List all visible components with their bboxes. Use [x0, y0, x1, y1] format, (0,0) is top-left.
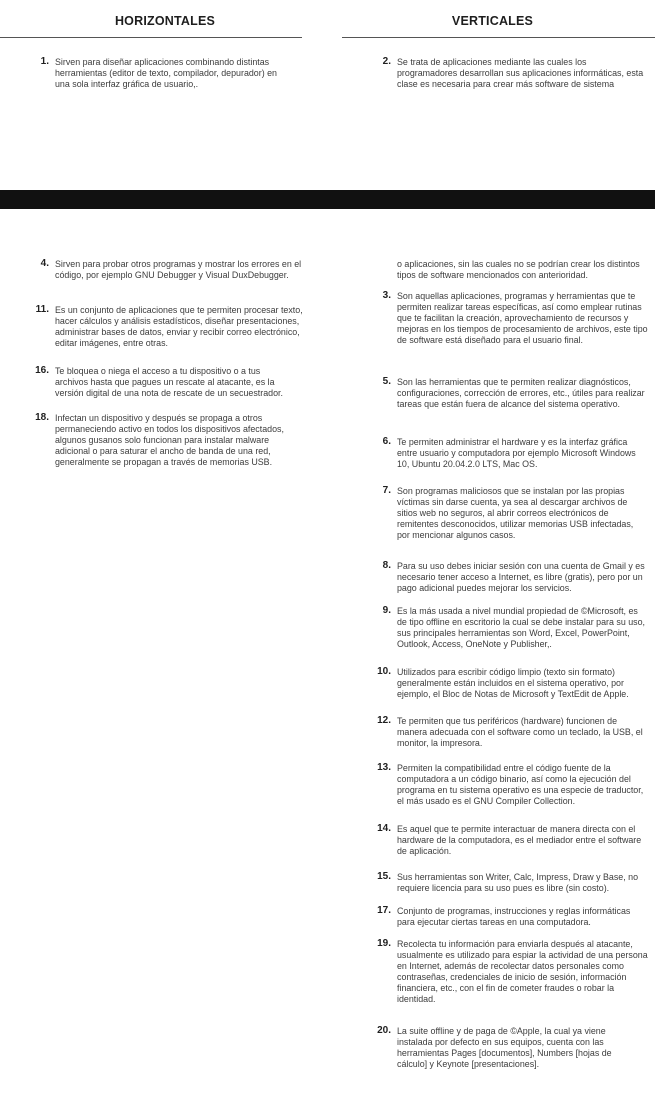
clue-13 — [377, 762, 647, 807]
clue-number: 1. — [40, 56, 49, 67]
clue-number: 8. — [382, 560, 391, 571]
clue-7 — [382, 485, 647, 541]
clue-number: 15. — [377, 871, 391, 882]
clue-15 — [377, 871, 647, 894]
clue-text: Es un conjunto de aplicaciones que te permiten procesar texto, hacer cálculos y análisis estadísticos, diseñar presentaciones, administrar bases de datos, enviar y recibir correo electrónico, editar imágenes, entre otras. — [55, 305, 303, 348]
clue-9 — [382, 605, 647, 650]
page-separator-band — [0, 190, 655, 209]
clue-17 — [377, 905, 647, 928]
clue-14 — [377, 823, 649, 857]
clue-number: 11. — [35, 304, 49, 315]
clue-3 — [382, 290, 649, 346]
clue-16 — [35, 365, 295, 399]
clue-number: 20. — [377, 1025, 391, 1036]
clue-number: 10. — [377, 666, 391, 677]
clue-text: Sus herramientas son Writer, Calc, Impress, Draw y Base, no requiere licencia para su uso pues es libre (sin costo). — [397, 872, 639, 893]
clue-number: 3. — [382, 290, 391, 301]
horizontales-divider — [0, 37, 302, 38]
clue-number: 6. — [382, 436, 391, 447]
clue-text: Para su uso debes iniciar sesión con una cuenta de Gmail y es necesario tener acceso a Internet, es libre (gratis), pero por un pago adicional puedes mejorar los servicios. — [397, 561, 645, 593]
clue-text: Infectan un dispositivo y después se propaga a otros permaneciendo activo en todos los dispositivos afectados, algunos gusanos solo funcionan para instalar malware adicional o para saturar el ancho de banda de una red, generalmente se propagan a través de memorias USB. — [55, 413, 284, 467]
clue-text: Son programas maliciosos que se instalan por las propias víctimas sin darse cuenta, ya sea al descargar archivos de sitios web no seguros, al abrir correos electrónicos de remitentes desconocidos, utilizar memorias USB infectadas, por mencionar algunos casos. — [397, 486, 634, 540]
clue-2 — [382, 56, 647, 90]
clue-text: Recolecta tu información para enviarla después al atacante, usualmente es utilizado para espiar la actividad de una persona en Internet, además de recolectar datos personales como contraseñas, credenciales de inicio de sesión, información financiera, etc., con el fin de cometer fraudes o robar la identidad. — [397, 939, 648, 1004]
clue-11 — [35, 304, 305, 349]
clue-number: 4. — [40, 258, 49, 269]
clue-number: 14. — [377, 823, 391, 834]
clue-12 — [377, 715, 649, 749]
clue-text: Conjunto de programas, instrucciones y reglas informáticas para ejecutar ciertas tareas en una computadora. — [397, 906, 631, 927]
clue-number: 5. — [382, 376, 391, 387]
verticales-header: VERTICALES — [451, 14, 534, 28]
clue-4 — [40, 258, 305, 281]
clue-number: 17. — [377, 905, 391, 916]
clue-text: La suite offline y de paga de ©Apple, la cual ya viene instalada por defecto en sus equipos, cuenta con las herramientas Pages [documentos], Numbers [hojas de cálculo] y Keynote [presentaciones]. — [397, 1026, 612, 1069]
clue-10 — [377, 666, 643, 700]
clue-text: Es aquel que te permite interactuar de manera directa con el hardware de la computadora, es el mediador entre el software de aplicación. — [397, 824, 642, 856]
clue-text: Te permiten que tus periféricos (hardware) funcionen de manera adecuada con el software como un teclado, la USB, el monitor, la impresora. — [397, 716, 643, 748]
clue-number: 16. — [35, 365, 49, 376]
clue-text: Es la más usada a nivel mundial propiedad de ©Microsoft, es de tipo offline en escritorio la cual se debe instalar para su uso, sus principales herramientas son Word, Excel, PowerPoint, Outlook, Access, OneNote y Publisher,. — [397, 606, 645, 649]
clue-text: Sirven para probar otros programas y mostrar los errores en el código, por ejemplo GNU Debugger y Visual DuxDebugger. — [55, 259, 302, 280]
horizontales-header: HORIZONTALES — [114, 14, 216, 28]
clue-19 — [377, 938, 649, 1005]
clue-text: Se trata de aplicaciones mediante las cuales los programadores desarrollan sus aplicaciones informáticas, esta clase es necesaria para crear más software de sistema — [397, 57, 644, 89]
clue-20 — [377, 1025, 637, 1070]
clue-number: 18. — [35, 412, 49, 423]
clue-1 — [40, 56, 291, 90]
clue-5 — [382, 376, 647, 410]
clue-text: Te bloquea o niega el acceso a tu dispositivo o a tus archivos hasta que pagues un rescate al atacante, es la versión digital de una nota de rescate de un secuestrador. — [55, 366, 283, 398]
clue-text: Utilizados para escribir código limpio (texto sin formato) generalmente están incluidos en el sistema operativo, por ejemplo, el Bloc de Notas de Microsoft y TextEdit de Apple. — [397, 667, 629, 699]
clue-text: Son aquellas aplicaciones, programas y herramientas que te permiten realizar tareas específicas, así como emplear rutinas que te facilitan la creación, aprovechamiento de recursos y mejoras en los tiempos de procesamiento de archivos, este tipo de software está diseñado para el usuario final. — [397, 291, 648, 345]
clue-6 — [382, 436, 649, 470]
clue-number: 13. — [377, 762, 391, 773]
clue-text: o aplicaciones, sin las cuales no se podrían crear los distintos tipos de software mencionados con anterioridad. — [397, 259, 640, 280]
clue-text: Sirven para diseñar aplicaciones combinando distintas herramientas (editor de texto, compilador, depurador) en una sola interfaz gráfica de usuario,. — [55, 57, 277, 89]
clue-2-continuation — [397, 259, 647, 281]
verticales-divider — [342, 37, 655, 38]
clue-8 — [382, 560, 649, 594]
clue-text: Permiten la compatibilidad entre el código fuente de la computadora a un código binario, así como la ejecución del programa en tu sistema operativo es una especie de traductor, el más usado es el GNU Compiler Collection. — [397, 763, 644, 806]
clue-number: 12. — [377, 715, 391, 726]
clue-18 — [35, 412, 287, 468]
clue-number: 19. — [377, 938, 391, 949]
clue-text: Te permiten administrar el hardware y es la interfaz gráfica entre usuario y computadora por ejemplo Microsoft Windows 10, Ubuntu 20.04.2.0 LTS, Mac OS. — [397, 437, 636, 469]
clue-number: 9. — [382, 605, 391, 616]
clue-text: Son las herramientas que te permiten realizar diagnósticos, configuraciones, corrección de errores, etc., útiles para realizar tareas que están fuera de alcance del sistema operativo. — [397, 377, 645, 409]
clue-number: 2. — [382, 56, 391, 67]
clue-number: 7. — [382, 485, 391, 496]
